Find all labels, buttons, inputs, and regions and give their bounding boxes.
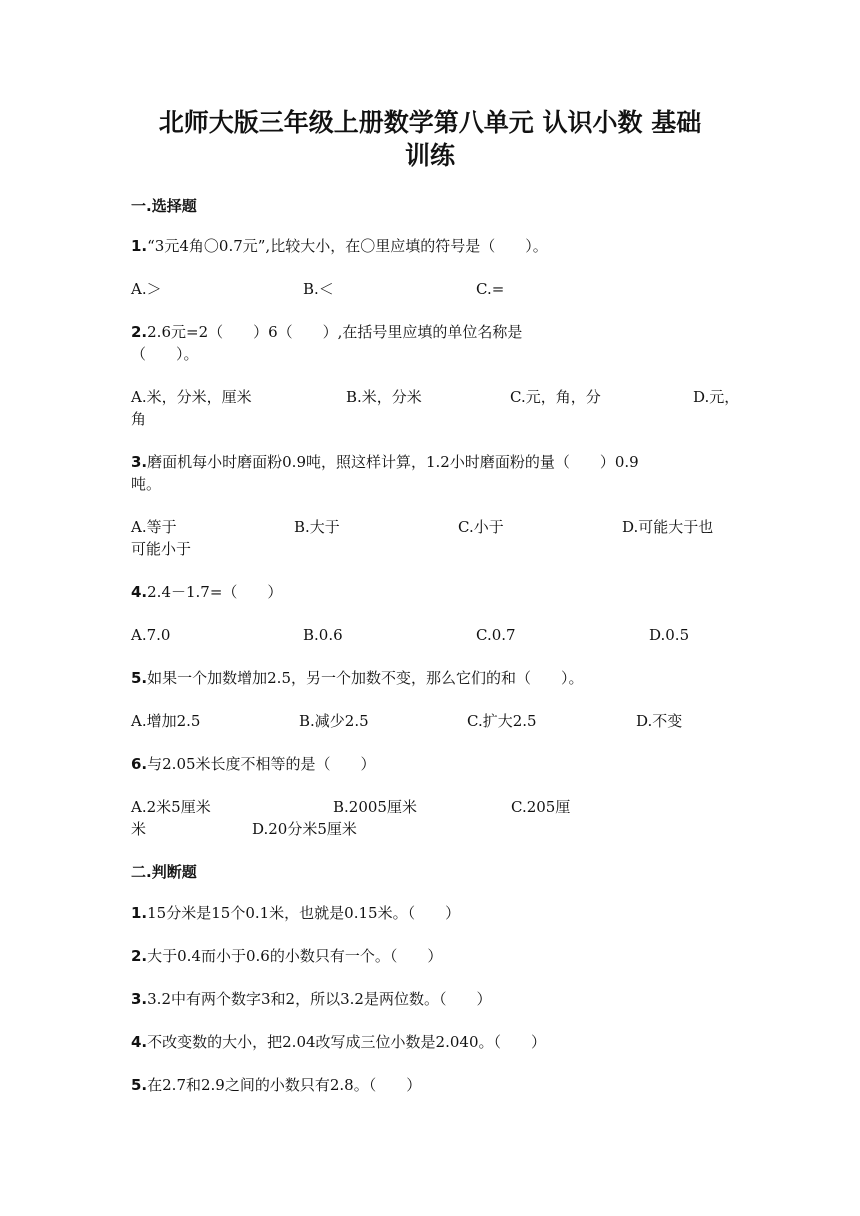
question-text: 2.4－1.7=（ ） [147,583,283,601]
title-line-2: 训练 [404,141,455,170]
question-number: 5. [131,1076,148,1094]
question-5 [131,667,751,689]
question-text: 与2.05米长度不相等的是（ ） [147,755,376,773]
option-d-continued: 可能小于 [131,540,192,558]
option-c: C.205厘 [511,798,571,816]
question-text: 磨面机每小时磨面粉0.9吨，照这样计算，1.2小时磨面粉的量（ ）0.9 [147,453,639,471]
question-text-continued: 吨。 [131,475,162,493]
option-a: A.增加2.5 [131,712,201,730]
option-d: D.20分米5厘米 [252,820,357,838]
option-c: C.= [476,280,505,298]
question-text: 不改变数的大小，把2.04改写成三位小数是2.040。（ ） [147,1033,546,1051]
option-b: B.＜ [303,280,334,298]
question-6 [131,753,751,775]
question-number: 4. [131,1033,148,1051]
question-number: 3. [131,990,148,1008]
question-number: 6. [131,755,148,773]
question-number: 2. [131,947,148,965]
question-number: 1. [131,237,148,255]
question-text: 3.2中有两个数字3和2，所以3.2是两位数。（ ） [147,990,492,1008]
title-line-1: 北师大版三年级上册数学第八单元 认识小数 基础 [158,108,702,137]
question-text: 2.6元=2（ ）6（ ）,在括号里应填的单位名称是 [147,323,523,341]
option-b: B.大于 [294,518,340,536]
question-number: 2. [131,323,148,341]
option-a: A.7.0 [131,626,171,644]
option-c: C.小于 [458,518,504,536]
question-text: 如果一个加数增加2.5，另一个加数不变，那么它们的和（ ）。 [147,669,584,687]
judgment-3 [131,988,751,1010]
section-heading-judgment: 二.判断题 [131,863,197,881]
question-text-continued: （ ）。 [131,345,199,363]
page-title [100,106,760,172]
option-a: A.＞ [131,280,162,298]
option-c: C.扩大2.5 [467,712,537,730]
question-number: 4. [131,583,148,601]
option-c: C.元，角，分 [510,388,601,406]
option-b: B.0.6 [303,626,343,644]
option-d-continued: 角 [131,410,147,428]
question-number: 1. [131,904,148,922]
question-1 [131,235,751,257]
judgment-5 [131,1074,751,1096]
question-3 [131,451,751,495]
question-4 [131,581,751,603]
question-2 [131,321,751,365]
question-text: 大于0.4而小于0.6的小数只有一个。（ ） [147,947,443,965]
option-a: A.米，分米，厘米 [131,388,252,406]
option-d: D.元， [693,388,740,406]
question-text: 15分米是15个0.1米，也就是0.15米。（ ） [147,904,461,922]
option-c-continued: 米 [131,820,147,838]
option-b: B.米，分米 [346,388,422,406]
option-c: C.0.7 [476,626,516,644]
question-number: 5. [131,669,148,687]
option-a: A.等于 [131,518,177,536]
option-b: B.2005厘米 [333,798,417,816]
option-d: D.0.5 [649,626,690,644]
option-d: D.可能大于也 [622,518,714,536]
option-d: D.不变 [636,712,683,730]
option-a: A.2米5厘米 [131,798,211,816]
judgment-2 [131,945,751,967]
judgment-4 [131,1031,751,1053]
section-heading-choice: 一.选择题 [131,197,197,215]
judgment-1 [131,902,751,924]
question-text: “3元4角〇0.7元”,比较大小，在〇里应填的符号是（ ）。 [147,237,548,255]
question-text: 在2.7和2.9之间的小数只有2.8。（ ） [147,1076,422,1094]
option-b: B.减少2.5 [299,712,369,730]
question-number: 3. [131,453,148,471]
